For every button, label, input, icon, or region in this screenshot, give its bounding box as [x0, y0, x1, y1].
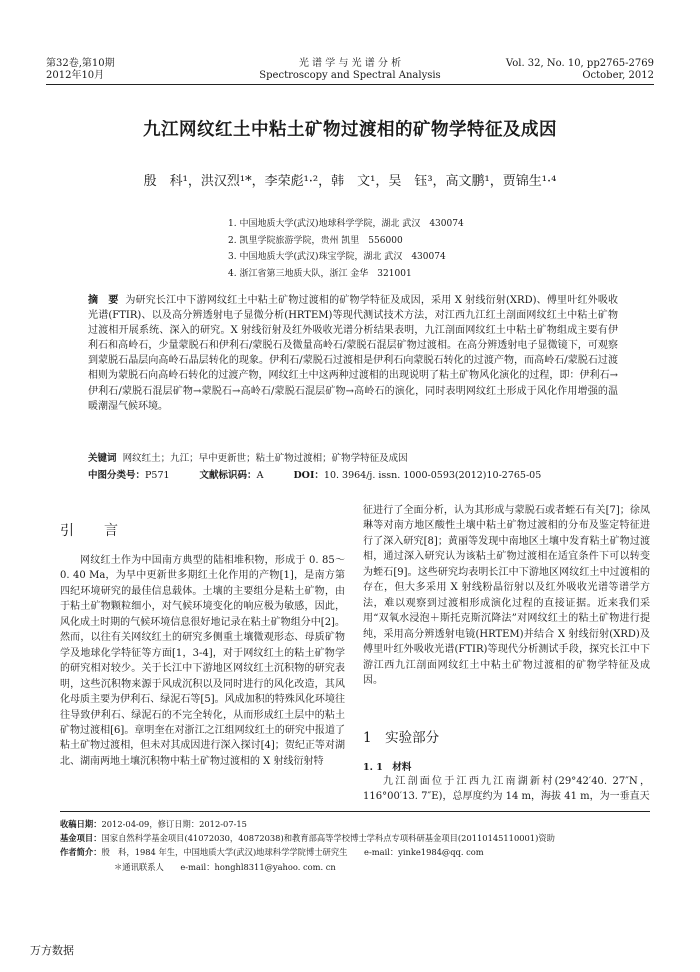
abstract-text: 为研究长江中下游网纹红土中粘土矿物过渡相的矿物学特征及成因，采用 X 射线衍射(XRD)、傅里叶红外吸收光谱(FTIR)、以及高分辨透射电子显微分析(HRTEM)等现代测试技术方法，对江西九江红土剖面网纹红土中粘土矿物过渡相开展系统、深入的研究。X 射线衍射及红外吸收光谱分析结果表明，九江剖面网纹红土中粘土矿物组成主要有伊利石和高岭石，少量蒙脱石和伊利石/蒙脱石及微量高岭石/蒙脱石混层矿物过渡相。在高分辨透射电子显微镜下，可观察到蒙脱石晶层向高岭石晶层转化的现象。伊利石/蒙脱石过渡相是伊利石向蒙脱石转化的过渡产物，而高岭石/蒙脱石过渡相则为蒙脱石向高岭石转化的过渡产物，网纹红土中这两种过渡相的出现说明了粘土矿物风化演化的过程，即：伊利石→伊利石/蒙脱石混层矿物→蒙脱石→高岭石/蒙脱石混层矿物→高岭石的演化，同时表明网纹红土形成于风化作用增强的温暖潮湿气候环境。 — [88, 295, 619, 412]
affiliation-item: 1. 中国地质大学(武汉)地球科学学院，湖北 武汉 430074 — [228, 219, 464, 229]
paper-title: 九江网纹红土中粘土矿物过渡相的矿物学特征及成因 — [143, 120, 557, 140]
header-divider — [46, 84, 654, 85]
header-journal-en: Spectroscopy and Spectral Analysis — [259, 70, 441, 81]
wanfang-watermark: 万方数据 — [30, 944, 74, 957]
corresponding-value: ＊通讯联系人 e-mail：honghl8311@yahoo. com. cn — [114, 861, 336, 872]
affiliation-list — [228, 216, 464, 282]
header-volume-cn: 第32卷,第10期 — [46, 58, 115, 69]
keywords — [88, 452, 628, 466]
doi-label: DOI： — [293, 470, 324, 481]
affiliation-item: 4. 浙江省第三地质大队，浙江 金华 321001 — [228, 268, 412, 279]
intro-heading: 引 言 — [60, 523, 126, 539]
keywords-label: 关键词 — [88, 453, 117, 464]
footnote-bio — [60, 845, 660, 859]
bio-label: 作者简介： — [60, 847, 102, 858]
header-journal-cn: 光 谱 学 与 光 谱 分 析 — [298, 58, 402, 69]
bio-value: 殷 科，1984 年生，中国地质大学(武汉)地球科学学院博士研究生 e-mail：yinke1984@qq. com — [101, 847, 484, 858]
doi-value: 10. 3964/j. issn. 1000-0593(2012)10-2765-05 — [323, 470, 542, 481]
section-1-1-text: 九江剖面位于江西九江南湖新村(29°42′40. 27″N，116°00′13. 7″E)，总厚度约为 14 m，海拔 41 m，为一垂直天 — [363, 776, 650, 803]
abstract-label: 摘 要 — [88, 295, 119, 306]
affiliation-item: 3. 中国地质大学(武汉)珠宝学院，湖北 武汉 430074 — [228, 252, 446, 262]
clc-value: P571 — [145, 470, 170, 481]
intro-left-column: 网纹红土作为中国南方典型的陆相堆积物，形成于 0. 85～0. 40 Ma，为早中更新世多期红土化作用的产物[1]，是南方第四纪环境研究的最佳信息载体。土壤的主要组分是粘土矿物，由于粘土矿物颗粒细小，对气候环境变化的响应极为敏感，因此，风化成土时期的气候环境信息很好地记录在粘土矿物组分中[2]。然而，以往有关网纹红土的研究多侧重土壤微观形态、母质矿物学及地球化学特征等方面[1，3-4]，对于网纹红土的粘土矿物学的研究相对较少。关于长江中下游地区网纹红土沉积物的研究表明，这些沉积物来源于风成沉积以及同时进行的风化改造，其风化母质主要为伊利石、绿泥石等[5]。风成加积的特殊风化环境往往导致伊利石、绿泥石的不完全转化，从而形成红土层中的粘土矿物过渡相[6]。章明奎在对浙江之江组网纹红土的研究中报道了粘土矿物过渡相，但未对其成因进行深入探讨[4]；贺纪正等对湖北、湖南两地土壤沉积物中粘土矿物过渡相的 X 射线衍射特 — [60, 555, 345, 767]
section-1-heading: 1 实验部分 — [363, 730, 440, 746]
intro-right-column: 征进行了全面分析，认为其形成与蒙脱石或者蛭石有关[7]；徐凤琳等对南方地区酸性土壤中粘土矿物过渡相的分布及鉴定特征进行了深入研究[8]；黄丽等发现中南地区土壤中发育粘土矿物过渡相，通过深入研究认为该粘土矿物过渡相在适宜条件下可以转变为蛭石[9]。这些研究均表明长江中下游地区网纹红土中过渡相的存在，但大多采用 X 射线粉晶衍射以及红外吸收光谱等谱学方法，难以观察到过渡相形成演化过程的直接证据。近来我们采用“双氧水浸泡＋斯托克斯沉降法”对网纹红土的粘土矿物进行提纯，采用高分辨透射电镜(HRTEM)并结合 X 射线衍射(XRD)及傅里叶红外吸收光谱(FTIR)等现代分析测试手段，探究长江中下游江西九江剖面网纹红土中粘土矿物过渡相的矿物学特征及成因。 — [363, 505, 650, 686]
footnote-received — [60, 817, 660, 831]
header-issue — [506, 58, 654, 82]
received-label: 收稿日期： — [60, 819, 102, 829]
footnote-corresponding — [60, 860, 660, 874]
header-volume-en: Vol. 32, No. 10, pp2765-2769 — [505, 58, 654, 69]
affiliation-item: 2. 凯里学院旅游学院，贵州 凯里 556000 — [228, 235, 403, 246]
received-value: 2012-04-09，修订日期：2012-07-15 — [101, 819, 247, 829]
footnotes — [60, 817, 660, 874]
clc-label: 中图分类号： — [88, 470, 146, 481]
keywords-text: 网纹红土；九江；早中更新世；粘土矿物过渡相；矿物学特征及成因 — [122, 453, 408, 464]
fund-label: 基金项目： — [60, 833, 102, 844]
footnote-divider — [60, 811, 650, 812]
doc-code-value: A — [256, 470, 264, 481]
footnote-fund — [60, 831, 660, 845]
section-1-1-heading: 1. 1 材料 — [363, 762, 412, 773]
doc-code-label: 文献标识码： — [199, 470, 257, 481]
abstract — [88, 293, 618, 414]
header-date-cn: 2012年10月 — [46, 70, 105, 81]
fund-value: 国家自然科学基金项目(41072030，40872038)和教育部高等学校博士学科点专项科研基金项目(20110145110001)资助 — [101, 833, 555, 844]
author-list: 殷 科¹，洪汉烈¹*，李荣彪¹·²，韩 文¹，吴 钰³，高文鹏¹，贾锦生¹·⁴ — [143, 174, 557, 189]
classification-row — [88, 469, 628, 483]
header-date-en: October, 2012 — [582, 70, 654, 81]
